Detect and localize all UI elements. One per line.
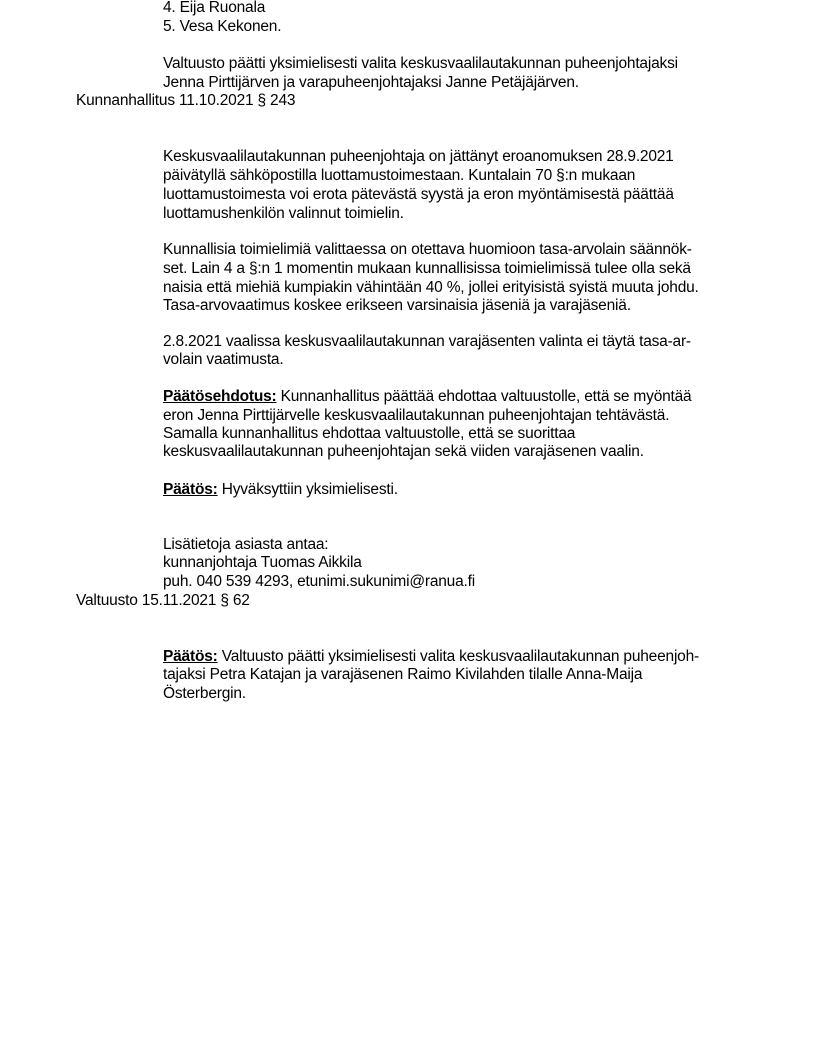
- proposal-line: keskusvaalilautakunnan puheenjohtajan sekä viiden varajäsenen vaalin.: [163, 443, 644, 460]
- decision-text: Valtuusto päätti yksimielisesti valita keskusvaalilautakunnan puheenjoh-: [217, 648, 699, 665]
- contact-line: Lisätietoja asiasta antaa:: [163, 536, 329, 553]
- proposal-line: [163, 388, 691, 406]
- equality-line: set. Lain 4 a §:n 1 momentin mukaan kunnallisissa toimielimissä tulee olla sekä: [163, 260, 691, 277]
- decision-label: Päätös:: [163, 481, 218, 498]
- decision-text: Hyväksyttiin yksimielisesti.: [217, 481, 398, 498]
- board-section-heading: Kunnanhallitus 11.10.2021 § 243: [76, 92, 296, 109]
- list-item: 4. Eija Ruonala: [163, 0, 266, 16]
- contact-line: puh. 040 539 4293, etunimi.sukunimi@ranua.fi: [163, 573, 475, 590]
- resignation-line: Keskusvaalilautakunnan puheenjohtaja on jättänyt eroanomuksen 28.9.2021: [163, 148, 674, 165]
- list-item: 5. Vesa Kekonen.: [163, 18, 282, 35]
- proposal-line: eron Jenna Pirttijärvelle keskusvaalilautakunnan puheenjohtajan tehtävästä.: [163, 407, 670, 424]
- proposal-label: Päätösehdotus:: [163, 388, 277, 405]
- election-line: 2.8.2021 vaalissa keskusvaalilautakunnan varajäsenten valinta ei täytä tasa-ar-: [163, 333, 691, 350]
- board-decision: [163, 481, 398, 499]
- proposal-line: Samalla kunnanhallitus ehdottaa valtuustolle, että se suorittaa: [163, 425, 576, 442]
- contact-line: kunnanjohtaja Tuomas Aikkila: [163, 554, 362, 571]
- council-decision-line: [163, 648, 699, 666]
- council-decision-line: tajaksi Petra Katajan ja varajäsenen Raimo Kivilahden tilalle Anna-Maija: [163, 666, 643, 683]
- equality-line: Tasa-arvovaatimus koskee erikseen varsinaisia jäseniä ja varajäseniä.: [163, 297, 631, 314]
- resignation-line: luottamustoimesta voi erota pätevästä syystä ja eron myöntämisestä päättää: [163, 186, 674, 203]
- equality-line: Kunnallisia toimielimiä valittaessa on otettava huomioon tasa-arvolain säännök-: [163, 241, 692, 258]
- council-decision-line: Jenna Pirttijärven ja varapuheenjohtajaksi Janne Petäjäjärven.: [163, 74, 579, 91]
- election-line: volain vaatimusta.: [163, 351, 284, 368]
- decision-label: Päätös:: [163, 648, 218, 665]
- council-section-heading: Valtuusto 15.11.2021 § 62: [76, 592, 250, 609]
- resignation-line: luottamushenkilön valinnut toimielin.: [163, 205, 404, 222]
- proposal-text: Kunnanhallitus päättää ehdottaa valtuustolle, että se myöntää: [276, 388, 692, 405]
- council-decision-line: Österbergin.: [163, 685, 246, 702]
- resignation-line: päivätyllä sähköpostilla luottamustoimestaan. Kuntalain 70 §:n mukaan: [163, 167, 636, 184]
- council-decision-line: Valtuusto päätti yksimielisesti valita keskusvaalilautakunnan puheenjohtajaksi: [163, 55, 678, 72]
- equality-line: naisia että miehiä kumpiakin vähintään 40 %, jollei erityisistä syistä muuta johdu.: [163, 279, 699, 296]
